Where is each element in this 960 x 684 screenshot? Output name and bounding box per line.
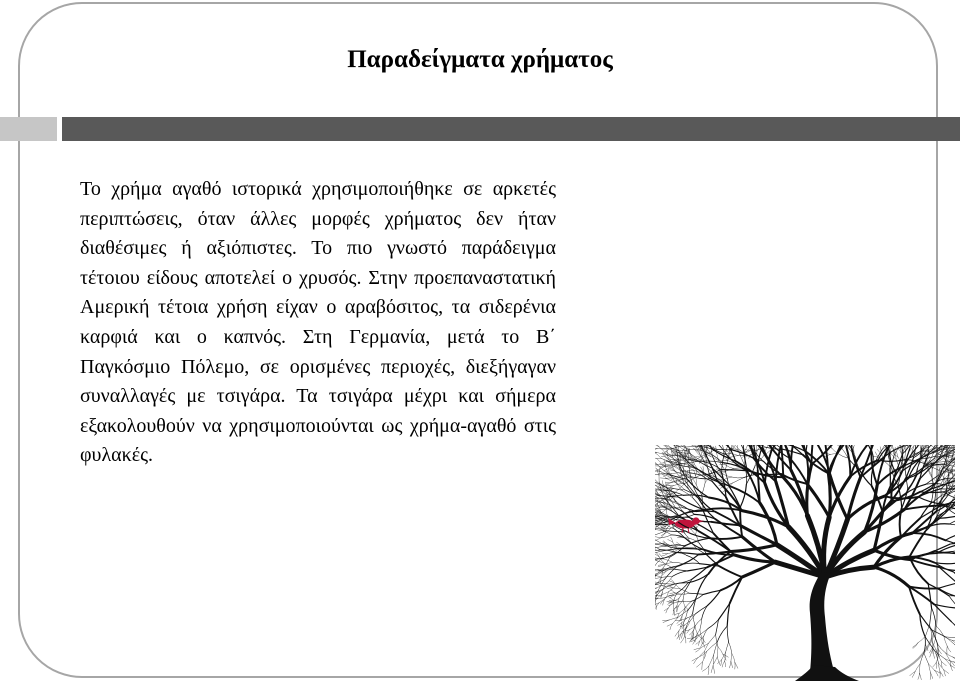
- tree-trunk: [809, 573, 837, 681]
- slide-title: Παραδείγματα χρήματος: [347, 46, 613, 73]
- title-bar-accent: [0, 117, 57, 141]
- tree-roots: [795, 665, 859, 681]
- body-paragraph: Το χρήμα αγαθό ιστορικά χρησιμοποιήθηκε σε αρκετές περιπτώσεις, όταν άλλες μορφές χρήματος δεν ήταν διαθέσιμες ή αξιόπιστες. Το πιο γνωστό παράδειγμα τέτοιου είδους αποτελεί ο χρυσός. Στην προεπαναστατική Αμερική τέτοια χρήση είχαν ο αραβόσιτος, τα σιδερένια καρφιά και ο καπνός. Στη Γερμανία, μετά το Β΄ Παγκόσμιο Πόλεμο, σε ορισμένες περιοχές, διεξήγαγαν συναλλαγές με τσιγάρα. Τα τσιγάρα μέχρι και σήμερα εξακολουθούν να χρησιμοποιούνται ως χρήμα-αγαθό στις φυλακές.: [80, 178, 556, 467]
- title-bar: [62, 117, 960, 141]
- bare-tree-with-red-bird-icon: [655, 445, 955, 681]
